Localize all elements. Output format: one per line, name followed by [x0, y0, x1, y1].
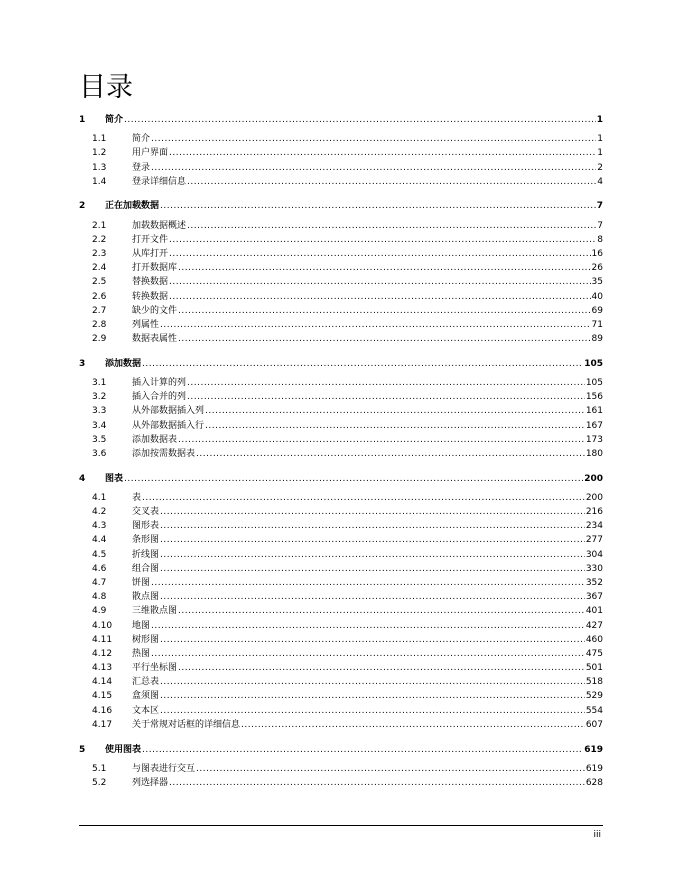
toc-entry-title: 登录 [132, 162, 151, 173]
toc-leader-dots [169, 290, 591, 304]
toc-leader-dots [151, 647, 585, 661]
toc-section-entry[interactable] [79, 675, 603, 689]
toc-entry-page: 1 [597, 148, 603, 159]
toc-entry-page: 105 [584, 358, 603, 369]
toc-entry-page: 401 [585, 606, 603, 617]
toc-entry-page: 216 [585, 507, 603, 517]
toc-entry-title: 简介 [132, 134, 151, 145]
toc-section-entry[interactable] [79, 619, 603, 633]
toc-entry-page: 8 [597, 234, 603, 245]
toc-entry-page: 427 [585, 620, 603, 631]
toc-entry-number: 2.4 [92, 263, 107, 274]
toc-chapter-entry[interactable] [79, 743, 603, 757]
toc-entry-title: 与图表进行交互 [132, 763, 196, 774]
toc-entry-page: 35 [591, 277, 603, 288]
toc-leader-dots [196, 762, 585, 776]
toc-entry-page: 304 [585, 549, 603, 560]
toc-section-entry[interactable] [79, 447, 603, 461]
toc-section-entry[interactable] [79, 604, 603, 618]
toc-entry-page: 1 [596, 115, 603, 125]
toc-section-entry[interactable] [79, 404, 603, 418]
toc-section-entry[interactable] [79, 219, 603, 233]
toc-entry-number: 4.8 [92, 592, 107, 603]
toc-entry-number: 4.9 [92, 606, 107, 617]
toc-entry-number: 3.4 [92, 420, 107, 431]
toc-section-entry[interactable] [79, 376, 603, 390]
toc-leader-dots [169, 247, 591, 261]
toc-entry-title: 文本区 [132, 705, 160, 716]
toc-leader-dots [151, 132, 596, 146]
toc-entry-number: 4.11 [92, 634, 113, 645]
toc-entry-number: 2.3 [92, 249, 107, 259]
toc-leader-dots [187, 219, 596, 233]
toc-section-entry[interactable] [79, 762, 603, 776]
toc-leader-dots [178, 604, 585, 618]
toc-section-entry[interactable] [79, 590, 603, 604]
toc-entry-title: 平行坐标图 [132, 663, 178, 674]
toc-entry-number: 4 [79, 473, 86, 484]
toc-entry-number: 2.7 [92, 305, 107, 316]
toc-entry-title: 折线图 [132, 549, 160, 560]
toc-section-entry[interactable] [79, 633, 603, 647]
toc-entry-number: 3.3 [92, 406, 107, 417]
toc-entry-title: 打开数据库 [132, 263, 178, 274]
toc-leader-dots [151, 619, 585, 633]
toc-entry-number: 4.4 [92, 535, 107, 546]
toc-entry-title: 表 [132, 492, 142, 503]
page-title: 目录 [79, 72, 133, 103]
toc-entry-title: 关于常规对话框的详细信息 [132, 719, 241, 730]
toc-section-entry[interactable] [79, 776, 603, 790]
toc-leader-dots [196, 447, 585, 461]
toc-entry-page: 501 [585, 663, 603, 674]
footer-rule [79, 825, 603, 826]
toc-entry-page: 234 [585, 521, 603, 532]
toc-entry-page: 607 [585, 719, 603, 730]
toc-entry-page: 105 [585, 378, 603, 388]
toc-section-entry[interactable] [79, 261, 603, 275]
toc-leader-dots [160, 675, 585, 689]
toc-section-entry[interactable] [79, 247, 603, 261]
toc-leader-dots [178, 304, 591, 318]
toc-entry-number: 1.4 [92, 176, 107, 187]
toc-entry-page: 71 [591, 319, 603, 330]
toc-entry-title: 登录详细信息 [132, 176, 187, 187]
toc-entry-number: 4.1 [92, 492, 107, 503]
toc-section-entry[interactable] [79, 548, 603, 562]
toc-leader-dots [187, 175, 596, 189]
toc-leader-dots [160, 505, 585, 519]
toc-section-entry[interactable] [79, 175, 603, 189]
toc-section-entry[interactable] [79, 491, 603, 505]
toc-entry-page: 277 [585, 535, 603, 546]
toc-leader-dots [160, 689, 585, 703]
toc-entry-number: 4.16 [92, 705, 113, 716]
toc-entry-page: 367 [585, 592, 603, 603]
toc-entry-page: 200 [585, 492, 603, 503]
toc-section-entry[interactable] [79, 146, 603, 160]
toc-entry-title: 正在加载数据 [105, 201, 160, 212]
toc-entry-number: 4.14 [92, 677, 113, 688]
toc-entry-title: 转换数据 [132, 291, 169, 302]
toc-leader-dots [205, 404, 585, 418]
toc-entry-number: 4.12 [92, 648, 113, 659]
toc-entry-page: 200 [584, 473, 603, 484]
toc-entry-page: 330 [585, 563, 603, 574]
toc-section-entry[interactable] [79, 533, 603, 547]
toc-entry-number: 5 [79, 744, 86, 755]
toc-leader-dots [160, 318, 591, 332]
toc-entry-page: 619 [585, 763, 603, 774]
toc-entry-title: 插入合并的列 [132, 392, 187, 403]
toc-entry-title: 条形图 [132, 535, 160, 546]
toc-section-entry[interactable] [79, 304, 603, 318]
toc-entry-title: 缺少的文件 [132, 305, 178, 316]
toc-leader-dots [151, 161, 596, 175]
toc-entry-number: 4.15 [92, 691, 113, 702]
toc-entry-number: 2.8 [92, 319, 107, 330]
toc-section-entry[interactable] [79, 505, 603, 519]
toc-leader-dots [169, 776, 585, 790]
toc-entry-page: 352 [585, 577, 603, 588]
toc-leader-dots [178, 332, 591, 346]
toc-entry-page: 619 [584, 744, 603, 755]
toc-section-entry[interactable] [79, 433, 603, 447]
toc-section-entry[interactable] [79, 661, 603, 675]
toc-entry-page: 180 [585, 448, 603, 459]
toc-entry-number: 2.1 [92, 220, 107, 231]
toc-leader-dots [169, 275, 591, 289]
toc-leader-dots [169, 146, 596, 160]
toc-section-entry[interactable] [79, 562, 603, 576]
toc-entry-number: 2.9 [92, 334, 107, 345]
toc-entry-title: 替换数据 [132, 277, 169, 288]
toc-entry-number: 3 [79, 358, 86, 369]
toc-entry-title: 数据表属性 [132, 334, 178, 345]
toc-entry-number: 1.1 [92, 134, 107, 145]
toc-leader-dots [187, 390, 585, 404]
toc-entry-title: 从外部数据插入列 [132, 406, 205, 417]
toc-entry-page: 16 [591, 249, 603, 259]
toc-entry-page: 475 [585, 648, 603, 659]
toc-leader-dots [205, 419, 585, 433]
toc-chapter-entry[interactable] [79, 357, 603, 371]
toc-leader-dots [160, 548, 585, 562]
toc-entry-number: 4.2 [92, 507, 107, 517]
toc-leader-dots [178, 261, 591, 275]
toc-entry-number: 2.6 [92, 291, 107, 302]
toc-entry-title: 饼图 [132, 577, 151, 588]
toc-entry-number: 1 [79, 115, 86, 125]
toc-leader-dots [160, 562, 585, 576]
toc-entry-page: 2 [597, 162, 603, 173]
toc-section-entry[interactable] [79, 390, 603, 404]
toc-entry-title: 加载数据概述 [132, 220, 187, 231]
toc-entry-title: 三维散点图 [132, 606, 178, 617]
toc-leader-dots [142, 357, 583, 371]
toc-entry-number: 2 [79, 201, 86, 212]
toc-entry-title: 图表 [105, 473, 124, 484]
toc-section-entry[interactable] [79, 718, 603, 732]
toc-leader-dots [142, 743, 583, 757]
toc-section-entry[interactable] [79, 704, 603, 718]
toc-entry-number: 1.3 [92, 162, 107, 173]
toc-entry-page: 173 [585, 434, 603, 445]
toc-entry-page: 4 [597, 176, 603, 187]
toc-leader-dots [160, 519, 585, 533]
toc-entry-page: 89 [591, 334, 603, 345]
toc-leader-dots [160, 590, 585, 604]
toc-entry-title: 用户界面 [132, 148, 169, 159]
toc-leader-dots [124, 113, 596, 127]
toc-leader-dots [160, 533, 585, 547]
toc-leader-dots [160, 199, 596, 213]
toc-entry-title: 地图 [132, 620, 151, 631]
toc-section-entry[interactable] [79, 647, 603, 661]
toc-entry-title: 交叉表 [132, 507, 160, 517]
toc-entry-title: 散点图 [132, 592, 160, 603]
toc-entry-title: 汇总表 [132, 677, 160, 688]
toc-leader-dots [169, 233, 596, 247]
toc-entry-number: 5.1 [92, 763, 107, 774]
toc-entry-title: 盒须图 [132, 691, 160, 702]
toc-leader-dots [187, 376, 585, 390]
toc-entry-page: 156 [585, 392, 603, 403]
toc-entry-number: 3.5 [92, 434, 107, 445]
toc-entry-title: 简介 [105, 115, 124, 125]
toc-entry-number: 3.6 [92, 448, 107, 459]
toc-entry-number: 4.10 [92, 620, 113, 631]
toc-entry-page: 1 [597, 134, 603, 145]
toc-section-entry[interactable] [79, 519, 603, 533]
toc-entry-number: 4.3 [92, 521, 107, 532]
toc-section-entry[interactable] [79, 161, 603, 175]
toc-entry-number: 2.5 [92, 277, 107, 288]
toc-entry-title: 打开文件 [132, 234, 169, 245]
toc-chapter-entry[interactable] [79, 472, 603, 486]
toc-section-entry[interactable] [79, 233, 603, 247]
toc-entry-number: 4.13 [92, 663, 113, 674]
toc-entry-title: 从外部数据插入行 [132, 420, 205, 431]
toc-entry-title: 列属性 [132, 319, 160, 330]
toc-entry-title: 列选择器 [132, 777, 169, 788]
toc-entry-page: 161 [585, 406, 603, 417]
toc-entry-page: 7 [597, 220, 603, 231]
toc-entry-title: 添加数据表 [132, 434, 178, 445]
toc-entry-number: 5.2 [92, 777, 107, 788]
toc-entry-number: 4.5 [92, 549, 107, 560]
toc-entry-title: 从库打开 [132, 249, 169, 259]
toc-entry-title: 插入计算的列 [132, 378, 187, 388]
toc-entry-title: 添加按需数据表 [132, 448, 196, 459]
toc-entry-page: 40 [591, 291, 603, 302]
toc-entry-page: 7 [596, 201, 603, 212]
toc-leader-dots [160, 633, 585, 647]
toc-section-entry[interactable] [79, 275, 603, 289]
toc-entry-title: 树形图 [132, 634, 160, 645]
toc-section-entry[interactable] [79, 576, 603, 590]
toc-entry-number: 4.6 [92, 563, 107, 574]
toc-entry-title: 图形表 [132, 521, 160, 532]
toc-section-entry[interactable] [79, 132, 603, 146]
toc-entry-number: 2.2 [92, 234, 107, 245]
toc-entry-page: 69 [591, 305, 603, 316]
toc-leader-dots [142, 491, 585, 505]
toc-leader-dots [160, 704, 585, 718]
toc-entry-page: 26 [591, 263, 603, 274]
toc-chapter-entry[interactable] [79, 113, 603, 127]
toc-leader-dots [178, 661, 585, 675]
toc-entry-page: 529 [585, 691, 603, 702]
toc-leader-dots [178, 433, 585, 447]
toc-entry-page: 167 [585, 420, 603, 431]
toc-entry-number: 3.1 [92, 378, 107, 388]
toc-entry-number: 4.17 [92, 719, 113, 730]
toc-chapter-entry[interactable] [79, 199, 603, 213]
toc-entry-title: 热图 [132, 648, 151, 659]
toc-entry-page: 518 [585, 677, 603, 688]
toc-entry-page: 460 [585, 634, 603, 645]
toc-entry-number: 4.7 [92, 577, 107, 588]
toc-section-entry[interactable] [79, 332, 603, 346]
table-of-contents [79, 113, 603, 790]
toc-section-entry[interactable] [79, 290, 603, 304]
toc-entry-number: 3.2 [92, 392, 107, 403]
toc-section-entry[interactable] [79, 419, 603, 433]
toc-entry-number: 1.2 [92, 148, 107, 159]
toc-leader-dots [241, 718, 585, 732]
toc-section-entry[interactable] [79, 689, 603, 703]
toc-entry-title: 组合图 [132, 563, 160, 574]
toc-entry-page: 628 [585, 777, 603, 788]
toc-leader-dots [124, 472, 583, 486]
toc-section-entry[interactable] [79, 318, 603, 332]
page-number: iii [593, 830, 601, 840]
toc-entry-title: 添加数据 [105, 358, 142, 369]
toc-entry-title: 使用图表 [105, 744, 142, 755]
toc-entry-page: 554 [585, 705, 603, 716]
toc-leader-dots [151, 576, 585, 590]
